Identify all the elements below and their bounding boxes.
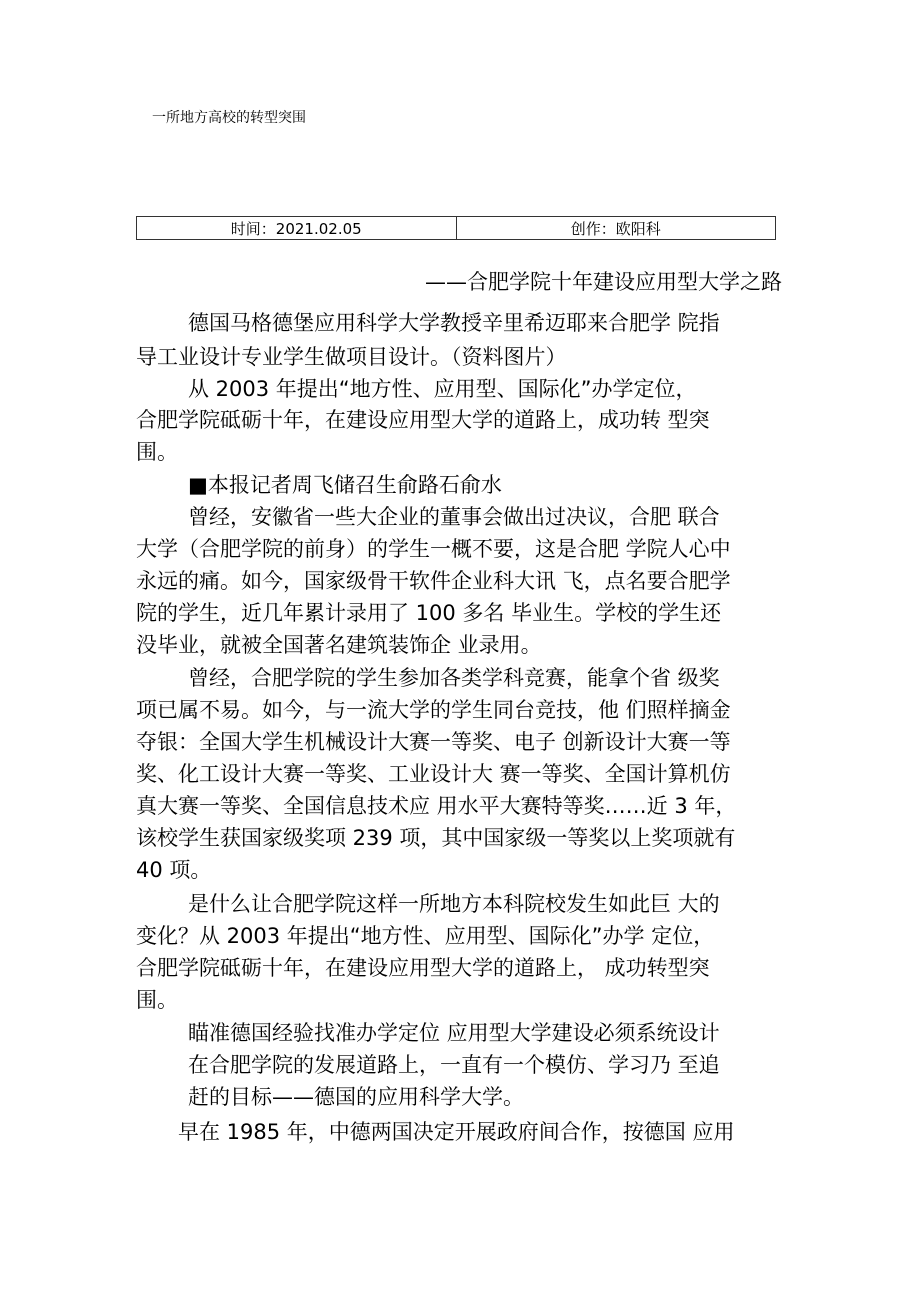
body-line: 奖、化工设计大赛一等奖、工业设计大 赛一等奖、全国计算机仿 — [136, 762, 731, 786]
body-line: 项已属不易。如今，与一流大学的学生同台竞技，他 们照样摘金 — [136, 698, 731, 722]
body-line: 德国马格德堡应用科学大学教授辛里希迈耶来合肥学 院指 — [188, 311, 720, 335]
body-line: 早在 1985 年，中德两国决定开展政府间合作，按德国 应用 — [178, 1120, 735, 1144]
body-line: 永远的痛。如今，国家级骨干软件企业科大讯 飞，点名要合肥学 — [136, 569, 731, 593]
body-line: 大学（合肥学院的前身）的学生一概不要，这是合肥 学院人心中 — [136, 537, 731, 561]
byline: ■本报记者周飞储召生俞路石俞水 — [188, 473, 502, 497]
body-line: 合肥学院砥砺十年，在建设应用型大学的道路上， 成功转型突 — [136, 956, 710, 980]
body-line: 是什么让合肥学院这样一所地方本科院校发生如此巨 大的 — [188, 892, 720, 916]
body-line: 曾经，安徽省一些大企业的董事会做出过决议，合肥 联合 — [188, 505, 720, 529]
body-line: 围。 — [136, 440, 178, 464]
section-heading: 瞄准德国经验找准办学定位 应用型大学建设必须系统设计 — [188, 1021, 720, 1045]
body-line: 赶的目标——德国的应用科学大学。 — [188, 1085, 524, 1109]
body-line: 真大赛一等奖、全国信息技术应 用水平大赛特等奖……近 3 年， — [136, 794, 737, 818]
body-line: 没毕业，就被全国著名建筑装饰企 业录用。 — [136, 633, 542, 657]
body-line: 夺银：全国大学生机械设计大赛一等奖、电子 创新设计大赛一等 — [136, 730, 731, 754]
body-line: 曾经，合肥学院的学生参加各类学科竞赛，能拿个省 级奖 — [188, 666, 720, 690]
body-line: 变化？从 2003 年提出“地方性、应用型、国际化”办学 定位， — [136, 924, 715, 948]
meta-table — [136, 216, 776, 240]
body-line: 在合肥学院的发展道路上，一直有一个模仿、学习乃 至追 — [188, 1053, 720, 1077]
document-header: 一所地方高校的转型突围 — [152, 110, 306, 126]
body-line: 围。 — [136, 988, 178, 1012]
body-line: 导工业设计专业学生做项目设计。（资料图片） — [136, 345, 567, 369]
meta-author: 创作：欧阳科 — [456, 217, 776, 239]
body-line: 40 项。 — [136, 858, 212, 882]
subtitle: ——合肥学院十年建设应用型大学之路 — [425, 270, 782, 294]
body-line: 从 2003 年提出“地方性、应用型、国际化”办学定位， — [188, 377, 697, 401]
body-line: 合肥学院砥砺十年，在建设应用型大学的道路上，成功转 型突 — [136, 408, 710, 432]
body-line: 院的学生，近几年累计录用了 100 多名 毕业生。学校的学生还 — [136, 601, 722, 625]
body-line: 该校学生获国家级奖项 239 项，其中国家级一等奖以上奖项就有 — [136, 826, 736, 850]
meta-time: 时间：2021.02.05 — [230, 219, 362, 238]
